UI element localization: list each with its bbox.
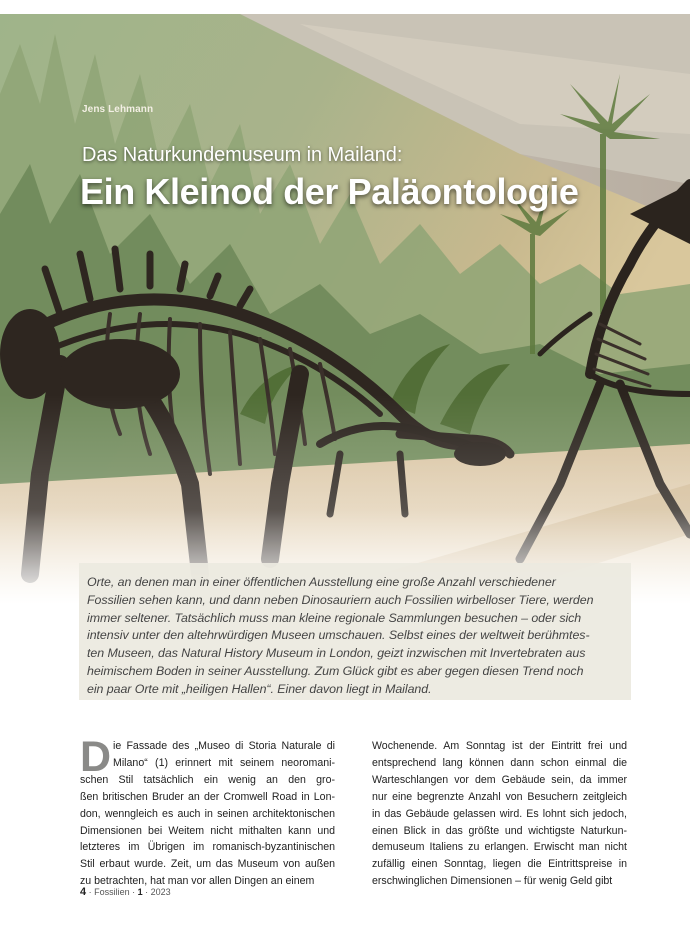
footer-separator: · xyxy=(86,887,95,897)
body-line: Dimensionen bei Weitem nicht mithalten kann und xyxy=(80,824,335,837)
issue-number: 1 xyxy=(137,887,143,897)
body-line: ßen britischen Bruder an der Cromwell Road in Lon- xyxy=(80,790,335,803)
body-line: in das Gebäude gelassen wird. Es lohnt sich jedoch, xyxy=(372,807,627,820)
body-line: Stil erbaut wurde. Zeit, um das Museum von außen xyxy=(80,858,335,871)
body-line: Wochenende. Am Sonntag ist der Eintritt frei und xyxy=(372,740,627,752)
body-line: don, wenngleich es auch in seinen architektonischen xyxy=(80,807,335,820)
page-number: 4 xyxy=(80,886,87,898)
magazine-name: Fossilien xyxy=(94,887,130,897)
footer-separator: · xyxy=(129,887,138,897)
body-line: entsprechend lang können dann schon einmal die xyxy=(372,756,627,769)
body-line: erschwinglichen Dimensionen – für wenig Geld gibt xyxy=(372,875,613,888)
body-line: letzteres im Übrigen im romanisch-byzantinischen xyxy=(80,841,335,854)
author-name: Jens Lehmann xyxy=(82,104,154,115)
body-line: ie Fassade des „Museo di Storia Naturale di xyxy=(113,740,335,752)
body-line: Milano“ (1) erinnert mit seinem neoromani- xyxy=(113,756,335,769)
intro-line: Fossilien sehen kann, und dann neben Dinosauriern auch Fossilien wirbelloser Tiere, werden xyxy=(87,592,594,607)
hero-photo xyxy=(0,14,690,604)
body-line: schen Stil tatsächlich ein wenig an den gro- xyxy=(80,773,335,786)
dinosaur-hall-illustration xyxy=(0,14,690,604)
intro-line: ten Museen, das Natural History Museum in London, geizt inzwischen mit Invertebraten aus xyxy=(87,646,586,661)
body-line: zufällig einen Sonntag, liegen die Eintrittspreise in xyxy=(372,858,627,871)
article-subtitle: Das Naturkundemuseum in Mailand: xyxy=(82,144,403,166)
issue-year: 2023 xyxy=(150,887,171,897)
body-column-right xyxy=(372,738,627,890)
intro-line: heimischem Boden in seiner Ausstellung. Zum Glück gibt es aber gegen diesen Trend noch xyxy=(87,663,584,678)
article-title: Ein Kleinod der Paläontologie xyxy=(80,171,579,212)
body-column-left xyxy=(80,733,335,890)
intro-line: ein paar Orte mit „heiligen Hallen“. Einer davon liegt in Mailand. xyxy=(87,681,432,696)
drop-cap: D xyxy=(80,733,112,781)
page-footer xyxy=(80,886,171,898)
body-line: zu betrachten, hat man vor allen Dingen an einem xyxy=(80,875,315,888)
body-line: einen Blick in das größte und wichtigste Naturkun- xyxy=(372,824,627,837)
intro-box xyxy=(79,563,631,700)
body-line: demuseum Italiens zu erlangen. Erwischt man nicht xyxy=(372,841,627,854)
intro-line: intensiv unter den altehrwürdigen Museen umschauen. Selbst eines der weltweit berühmtes- xyxy=(87,628,590,643)
body-line: Warteschlangen vor dem Gebäude sein, da immer xyxy=(372,773,627,786)
intro-line: immer seltener. Tatsächlich muss man kleine regionale Sammlungen besuchen – oder sich xyxy=(87,610,582,625)
intro-text xyxy=(87,574,623,699)
body-line: nur eine begrenzte Anzahl von Besuchern zeitgleich xyxy=(372,790,627,803)
intro-line: Orte, an denen man in einer öffentlichen Ausstellung eine große Anzahl verschiedener xyxy=(87,575,556,589)
footer-separator: · xyxy=(142,887,151,897)
